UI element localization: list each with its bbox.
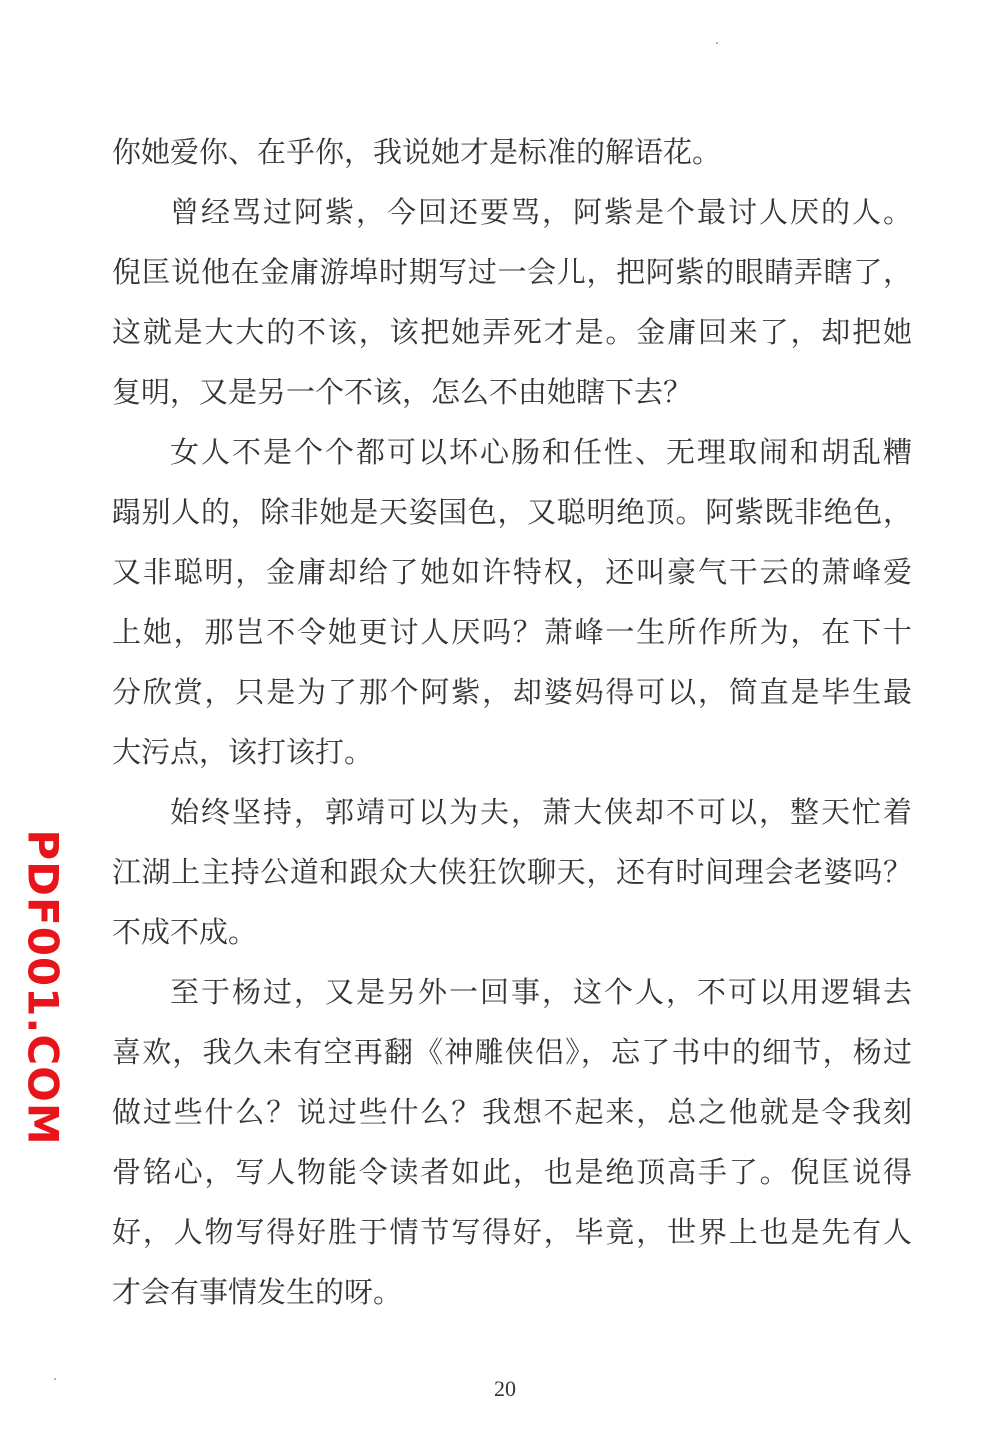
text-line: 倪匡说他在金庸游埠时期写过一会儿，把阿紫的眼睛弄瞎了，	[112, 255, 912, 289]
text-line: 不成不成。	[112, 915, 258, 949]
text-line: 大污点，该打该打。	[112, 735, 374, 769]
scan-speck	[54, 1378, 56, 1380]
text-line: 喜欢，我久未有空再翻《神雕侠侣》，忘了书中的细节，杨过	[112, 1035, 912, 1069]
text-line: 上她，那岂不令她更讨人厌吗？萧峰一生所作所为，在下十	[112, 615, 912, 649]
text-line: 蹋别人的，除非她是天姿国色，又聪明绝顶。阿紫既非绝色，	[112, 495, 912, 529]
paragraph-first-line: 至于杨过，又是另外一回事，这个人，不可以用逻辑去	[170, 975, 912, 1009]
scan-speck	[716, 42, 718, 44]
paragraph-first-line: 曾经骂过阿紫，今回还要骂，阿紫是个最讨人厌的人。	[170, 195, 912, 229]
text-line: 这就是大大的不该，该把她弄死才是。金庸回来了，却把她	[112, 315, 912, 349]
watermark	[18, 828, 68, 1146]
text-line: 又非聪明，金庸却给了她如许特权，还叫豪气干云的萧峰爱	[112, 555, 912, 589]
text-line: 江湖上主持公道和跟众大侠狂饮聊天，还有时间理会老婆吗？	[112, 855, 912, 889]
text-line: 你她爱你、在乎你，我说她才是标准的解语花。	[112, 135, 722, 169]
text-line: 分欣赏，只是为了那个阿紫，却婆妈得可以，简直是毕生最	[112, 675, 912, 709]
text-line: 才会有事情发生的呀。	[112, 1275, 403, 1309]
text-line: 做过些什么？说过些什么？我想不起来，总之他就是令我刻	[112, 1095, 912, 1129]
text-line: 好，人物写得好胜于情节写得好，毕竟，世界上也是先有人	[112, 1215, 912, 1249]
page-number: 20	[494, 1376, 516, 1401]
text-line: 复明，又是另一个不该，怎么不由她瞎下去？	[112, 375, 693, 409]
paragraph-first-line: 始终坚持，郭靖可以为夫，萧大侠却不可以，整天忙着	[170, 795, 912, 829]
text-line: 骨铭心，写人物能令读者如此，也是绝顶高手了。倪匡说得	[112, 1155, 912, 1189]
paragraph-first-line: 女人不是个个都可以坏心肠和任性、无理取闹和胡乱糟	[170, 435, 912, 469]
watermark-text: PDF001.COM	[18, 828, 68, 1146]
